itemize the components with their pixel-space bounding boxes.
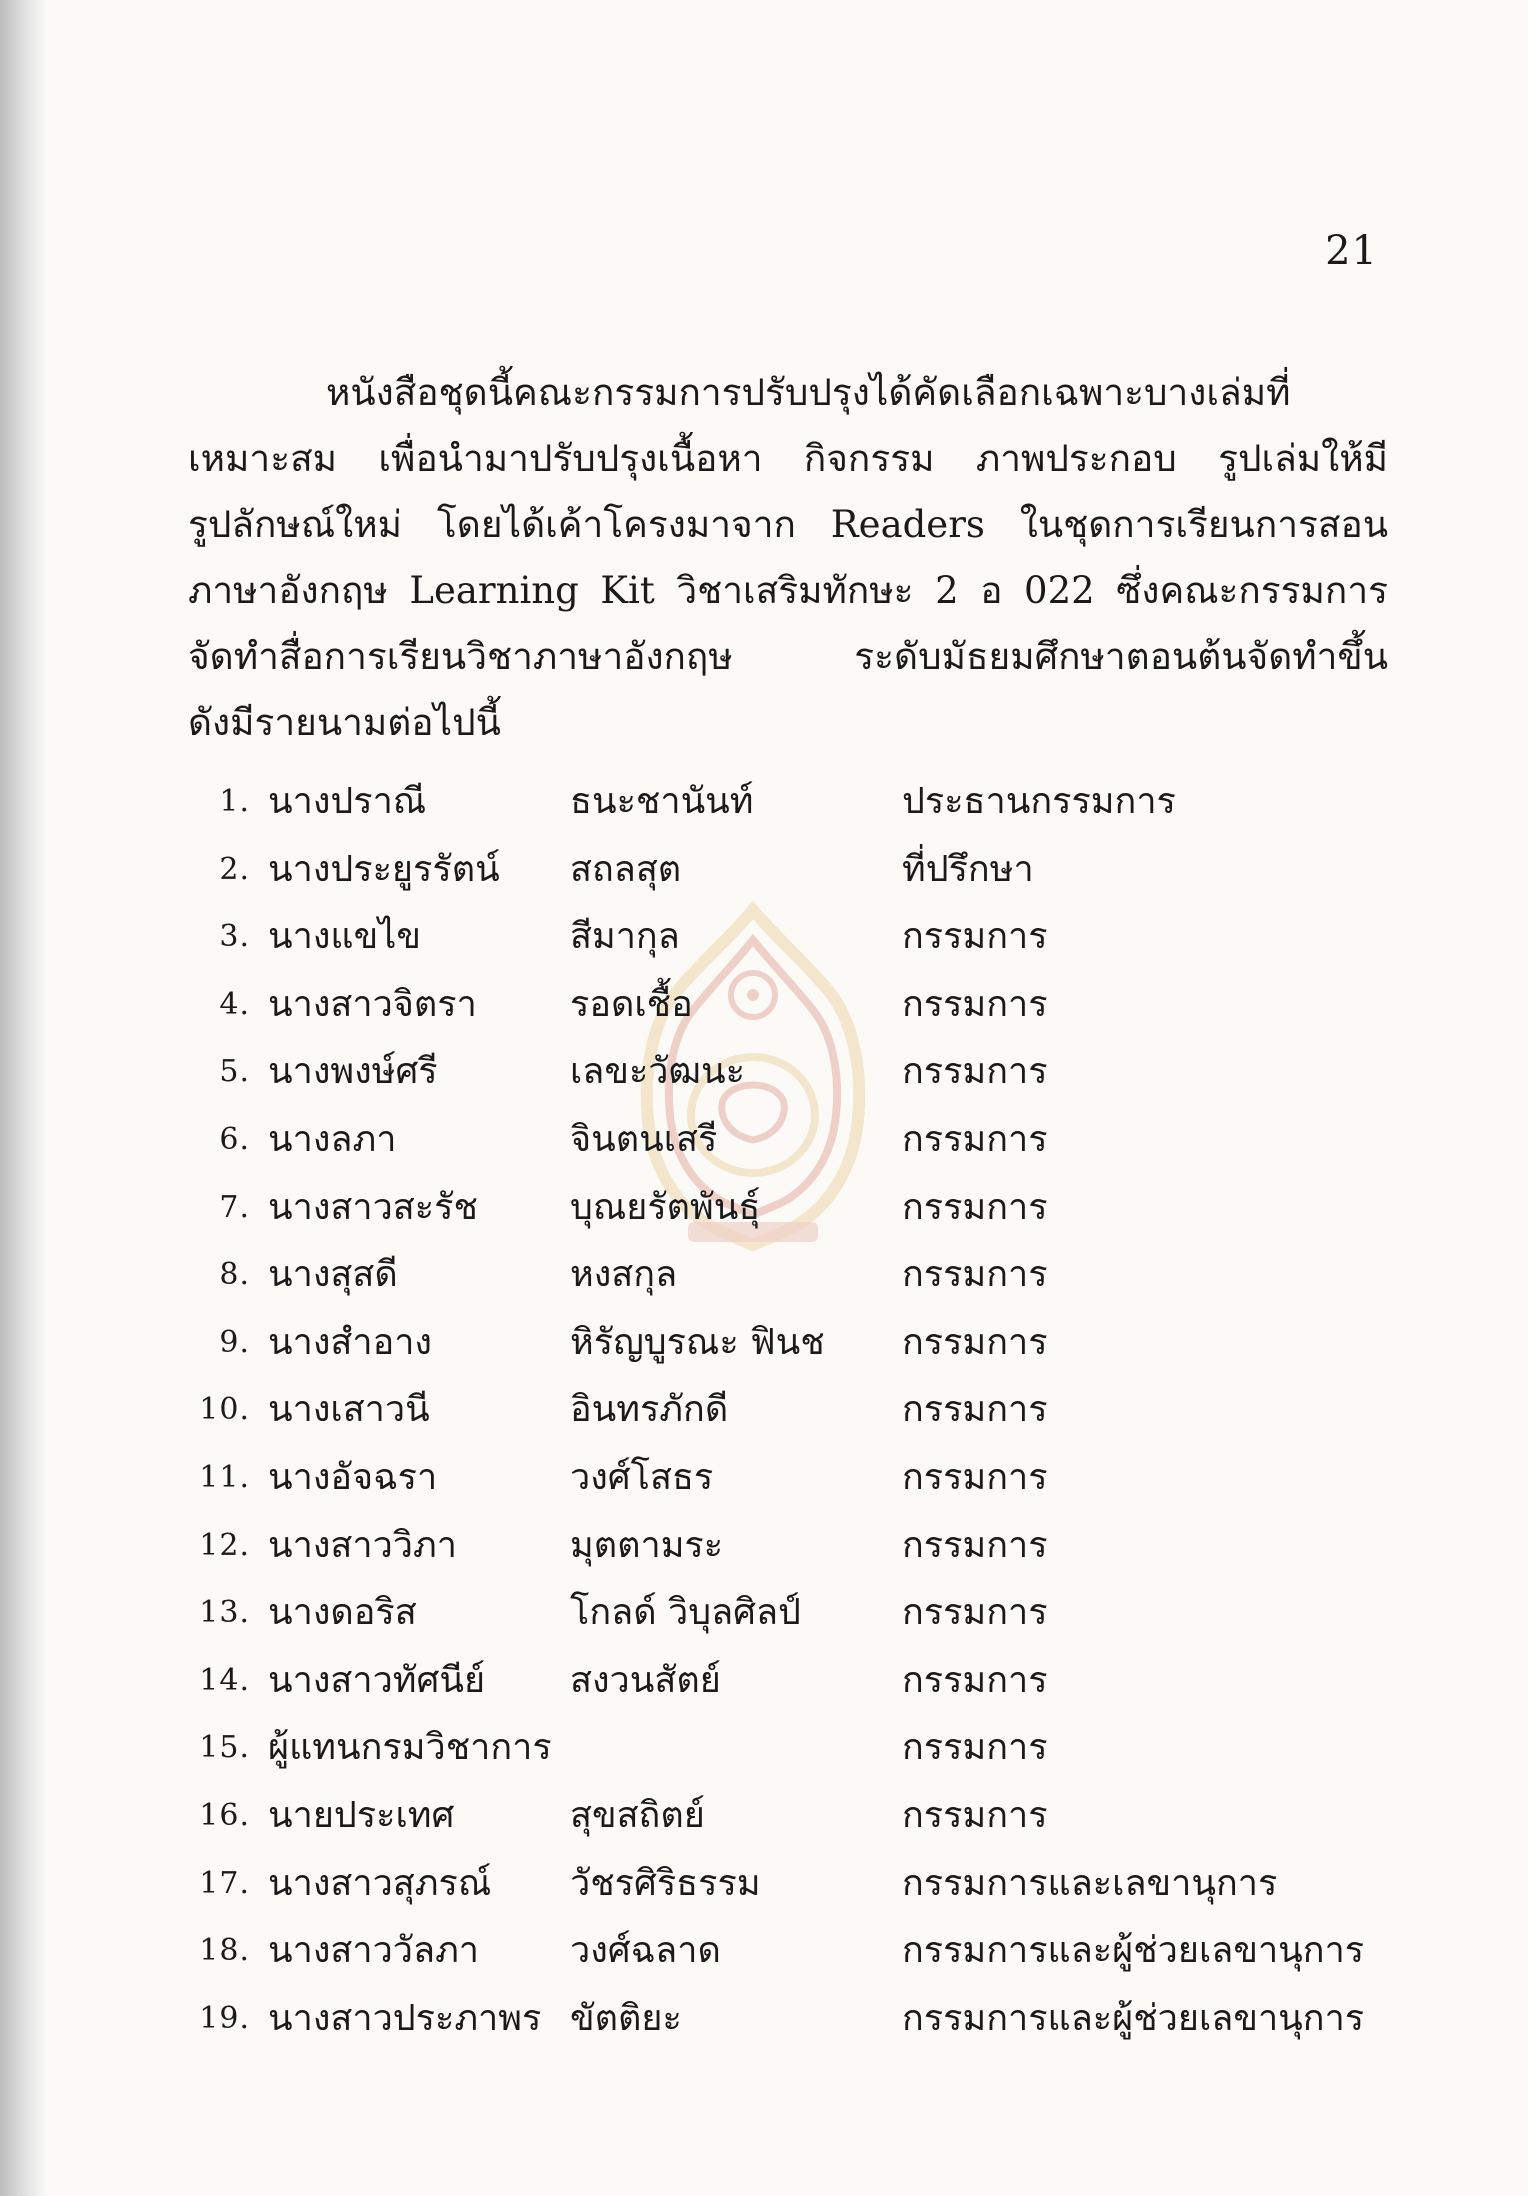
- member-number: 9.: [219, 1324, 250, 1360]
- intro-line: จัดทำสื่อการเรียนวิชาภาษาอังกฤษ ระดับมัธยมศึกษาตอนต้นจัดทำขึ้น: [188, 635, 1388, 678]
- member-surname: มุตตามระ: [570, 1524, 724, 1566]
- member-role: กรรมการและเลขานุการ: [902, 1862, 1278, 1904]
- intro-line: หนังสือชุดนี้คณะกรรมการปรับปรุงได้คัดเลือกเฉพาะบางเล่มที่: [326, 371, 1291, 414]
- member-first-name: นางแขไข: [268, 916, 421, 958]
- member-first-name: นายประเทศ: [268, 1794, 455, 1836]
- member-role: กรรมการ: [902, 1321, 1048, 1363]
- member-first-name: นางสุสดี: [268, 1254, 398, 1296]
- member-role: กรรมการ: [902, 1592, 1048, 1634]
- member-first-name: นางสาววิภา: [268, 1524, 457, 1566]
- member-first-name: นางสำอาง: [268, 1321, 433, 1363]
- intro-line: ดังมีรายนามต่อไปนี้: [188, 701, 501, 744]
- member-number: 14.: [199, 1662, 250, 1698]
- committee-member-row: [180, 1714, 1380, 1782]
- member-surname: เลขะวัฒนะ: [570, 1051, 745, 1093]
- member-number: 15.: [199, 1730, 250, 1766]
- member-number: 18.: [199, 1933, 250, 1969]
- member-number: 7.: [219, 1189, 250, 1225]
- member-first-name: นางสาวสุภรณ์: [268, 1862, 492, 1904]
- member-number: 19.: [199, 2000, 250, 2036]
- member-number: 13.: [199, 1595, 250, 1631]
- member-surname: วงศ์ฉลาด: [570, 1930, 721, 1972]
- member-first-name: นางสาวทัศนีย์: [268, 1659, 486, 1701]
- committee-member-row: [180, 903, 1380, 971]
- member-role: กรรมการ: [902, 1524, 1048, 1566]
- member-first-name: นางลภา: [268, 1118, 397, 1160]
- intro-paragraph: [188, 360, 1388, 756]
- member-number: 10.: [199, 1392, 250, 1428]
- committee-member-row: [180, 971, 1380, 1039]
- member-first-name: นางสาวจิตรา: [268, 983, 477, 1025]
- member-first-name: นางประยูรรัตน์: [268, 848, 500, 890]
- member-surname: ธนะชานันท์: [570, 781, 754, 822]
- member-surname: บุณยรัตพันธุ์: [570, 1186, 761, 1228]
- member-number: 6.: [219, 1121, 250, 1157]
- committee-member-row: [180, 1038, 1380, 1106]
- committee-member-row: [180, 1850, 1380, 1918]
- member-first-name: นางอัจฉรา: [268, 1456, 438, 1498]
- member-surname: โกลด์ วิบุลศิลป์: [570, 1592, 801, 1634]
- page-number: 21: [1325, 228, 1378, 274]
- member-role: กรรมการ: [902, 1254, 1048, 1296]
- committee-member-row: [180, 1782, 1380, 1850]
- member-number: 12.: [199, 1527, 250, 1563]
- intro-line: รูปลักษณ์ใหม่ โดยได้เค้าโครงมาจาก Readers ในชุดการเรียนการสอน: [188, 503, 1388, 546]
- committee-member-row: [180, 1106, 1380, 1174]
- intro-line: ภาษาอังกฤษ Learning Kit วิชาเสริมทักษะ 2 อ 022 ซึ่งคณะกรรมการ: [188, 569, 1388, 612]
- member-surname: รอดเชื้อ: [570, 983, 693, 1025]
- member-role: กรรมการ: [902, 1794, 1048, 1836]
- member-number: 8.: [219, 1257, 250, 1293]
- member-first-name: นางสาวประภาพร: [268, 1997, 542, 2039]
- member-number: 2.: [219, 851, 250, 887]
- member-number: 1.: [219, 784, 250, 819]
- committee-member-row: [180, 1579, 1380, 1647]
- committee-member-row: [180, 836, 1380, 904]
- member-first-name: นางพงษ์ศรี: [268, 1051, 438, 1093]
- member-role: ที่ปรึกษา: [902, 848, 1034, 890]
- member-number: 4.: [219, 986, 250, 1022]
- binding-shadow: [0, 0, 48, 2196]
- member-surname: หิรัญบูรณะ ฟินช: [570, 1321, 825, 1363]
- member-first-name: นางสาวสะรัช: [268, 1186, 478, 1228]
- committee-member-row: [180, 1647, 1380, 1715]
- member-role: กรรมการและผู้ช่วยเลขานุการ: [902, 1997, 1365, 2039]
- member-role: กรรมการ: [902, 1118, 1048, 1160]
- member-first-name: นางปราณี: [268, 781, 427, 822]
- member-surname: สีมากุล: [570, 916, 680, 958]
- member-surname: สงวนสัตย์: [570, 1659, 721, 1701]
- member-number: 3.: [219, 919, 250, 955]
- member-first-name: นางดอริส: [268, 1592, 417, 1634]
- committee-member-row: [180, 1444, 1380, 1512]
- committee-member-list: [180, 768, 1380, 2052]
- member-first-name: ผู้แทนกรมวิชาการ: [268, 1727, 552, 1769]
- committee-member-row: [180, 1241, 1380, 1309]
- member-role: กรรมการ: [902, 1186, 1048, 1228]
- committee-member-row: [180, 1309, 1380, 1377]
- member-surname: สุขสถิตย์: [570, 1794, 705, 1836]
- member-role: กรรมการ: [902, 1456, 1048, 1498]
- member-role: กรรมการ: [902, 1727, 1048, 1769]
- committee-member-row: [180, 1376, 1380, 1444]
- member-role: กรรมการและผู้ช่วยเลขานุการ: [902, 1930, 1365, 1972]
- member-number: 11.: [199, 1459, 250, 1495]
- member-number: 17.: [199, 1865, 250, 1901]
- member-surname: จินตนเสรี: [570, 1118, 718, 1160]
- member-role: กรรมการ: [902, 1051, 1048, 1093]
- member-number: 16.: [199, 1797, 250, 1833]
- member-role: กรรมการ: [902, 916, 1048, 958]
- member-first-name: นางสาววัลภา: [268, 1930, 480, 1972]
- member-surname: สถลสุต: [570, 848, 682, 890]
- member-surname: ขัตติยะ: [570, 1997, 682, 2039]
- member-surname: หงสกุล: [570, 1254, 678, 1296]
- member-role: กรรมการ: [902, 1659, 1048, 1701]
- member-number: 5.: [219, 1054, 250, 1090]
- committee-member-row: [180, 1917, 1380, 1985]
- member-surname: วงศ์โสธร: [570, 1456, 714, 1498]
- committee-member-row: [180, 768, 1380, 836]
- intro-line: เหมาะสม เพื่อนำมาปรับปรุงเนื้อหา กิจกรรม ภาพประกอบ รูปเล่มให้มี: [188, 437, 1388, 480]
- member-role: กรรมการ: [902, 1389, 1048, 1431]
- committee-member-row: [180, 1174, 1380, 1242]
- committee-member-row: [180, 1512, 1380, 1580]
- committee-member-row: [180, 1985, 1380, 2053]
- member-surname: วัชรศิริธรรม: [570, 1862, 761, 1904]
- member-surname: อินทรภักดี: [570, 1389, 729, 1431]
- member-role: กรรมการ: [902, 983, 1048, 1025]
- member-role: ประธานกรรมการ: [902, 781, 1176, 822]
- member-first-name: นางเสาวนี: [268, 1389, 430, 1431]
